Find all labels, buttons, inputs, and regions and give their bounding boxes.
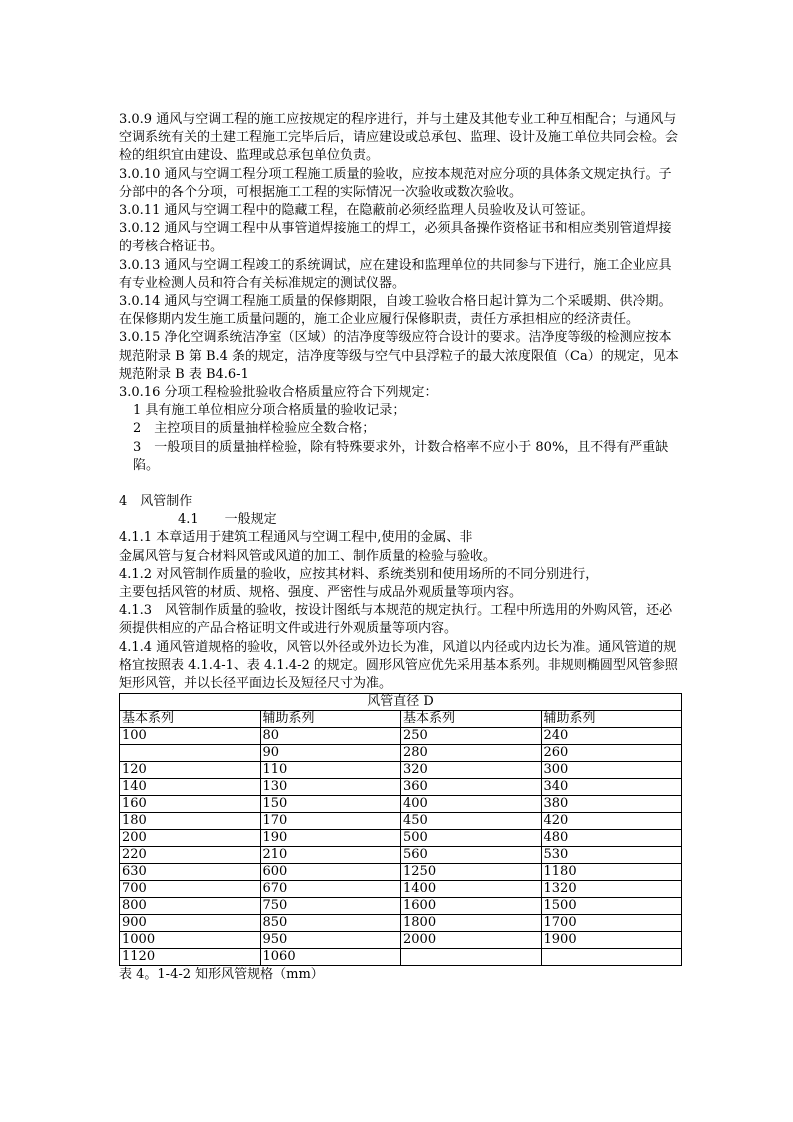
- table-cell: [120, 745, 261, 762]
- table-row: [120, 932, 682, 949]
- table-cell: 450: [401, 813, 542, 830]
- table-cell: 1600: [401, 898, 542, 915]
- column-header: 基本系列: [401, 711, 542, 728]
- table-cell: 280: [401, 745, 542, 762]
- table-cell: 110: [260, 762, 401, 779]
- table-row: [120, 949, 682, 966]
- table-row: [120, 762, 682, 779]
- table-row: [120, 796, 682, 813]
- section-paragraph: 4.1.3 风管制作质量的验收，按设计图纸与本规范的规定执行。工程中所选用的外购风管，还必须提供相应的产品合格证明文件或进行外观质量等项内容。: [119, 603, 673, 637]
- table-cell: 120: [120, 762, 261, 779]
- table-cell: 1000: [120, 932, 261, 949]
- table-row: [120, 745, 682, 762]
- table-cell: 200: [120, 830, 261, 847]
- clause-paragraph: 3.0.10 通风与空调工程分项工程施工质量的验收，应按本规范对应分项的具体条文规定执行。子分部中的各个分项，可根据施工工程的实际情况一次验收或数次验收。: [119, 166, 672, 200]
- table-cell: 90: [260, 745, 401, 762]
- table-cell: 480: [541, 830, 682, 847]
- table-cell: 140: [120, 779, 261, 796]
- table-row: [120, 813, 682, 830]
- clause-paragraph: 3.0.9 通风与空调工程的施工应按规定的程序进行，并与土建及其他专业工种互相配合；与通风与空调系统有关的土建工程施工完毕后后，请应建设或总承包、监理、设计及施工单位共同会检。会检的组织宜由建设、监理或总承包单位负责。: [119, 112, 679, 164]
- table-cell: 80: [260, 728, 401, 745]
- section-paragraph: 4.1.4 通风管道规格的验收，风管以外径或外边长为准，风道以内径或内边长为准。通风管道的规格宜按照表 4.1.4-1、表 4.1.4-2 的规定。圆形风管应优先采用基本系列。非规则椭圆型风管参照矩形风管，并以长径平面边长及短径尺寸为准。: [119, 639, 678, 692]
- clause-paragraphs: [119, 111, 679, 402]
- table-cell: 670: [260, 881, 401, 898]
- table-cell: 1320: [541, 881, 682, 898]
- table-title-row: [120, 694, 682, 711]
- column-header: 基本系列: [120, 711, 261, 728]
- table-row: [120, 779, 682, 796]
- table-cell: 1800: [401, 915, 542, 932]
- table-cell: 1900: [541, 932, 682, 949]
- table-cell: 560: [401, 847, 542, 864]
- section-paragraphs: [119, 529, 679, 693]
- table-cell: 380: [541, 796, 682, 813]
- clause-paragraph: 3.0.14 通风与空调工程施工质量的保修期限，自竣工验收合格日起计算为二个采暖期、供冷期。在保修期内发生施工质量问题的，施工企业应履行保修职责，责任方承担相应的经济责任。: [119, 294, 672, 328]
- table-cell: 300: [541, 762, 682, 779]
- table-cell: 240: [541, 728, 682, 745]
- table-cell: [401, 949, 542, 966]
- table-cell: 800: [120, 898, 261, 915]
- column-header: 辅助系列: [260, 711, 401, 728]
- requirement-list: [119, 402, 679, 475]
- table-cell: 320: [401, 762, 542, 779]
- table-cell: 1700: [541, 915, 682, 932]
- table-cell: 170: [260, 813, 401, 830]
- table-cell: 850: [260, 915, 401, 932]
- table-cell: 900: [120, 915, 261, 932]
- section-paragraph: 主要包括风管的材质、规格、强度、严密性与成品外观质量等项内容。: [119, 585, 523, 601]
- table-cell: 1120: [120, 949, 261, 966]
- spacer: [119, 475, 679, 493]
- table-header-row: [120, 711, 682, 728]
- table-row: [120, 915, 682, 932]
- table-cell: 750: [260, 898, 401, 915]
- subsection-title: 4.1 一般规定: [178, 512, 277, 528]
- clause-paragraph: 3.0.16 分项工程检验批验收合格质量应符合下列规定：: [119, 385, 438, 401]
- table-caption: 表 4。1-4-2 知形风管规格（mm）: [119, 967, 324, 983]
- table-cell: 220: [120, 847, 261, 864]
- table-cell: 400: [401, 796, 542, 813]
- table-cell: 1060: [260, 949, 401, 966]
- column-header: 辅助系列: [541, 711, 682, 728]
- table-row: [120, 728, 682, 745]
- list-item: 1 具有施工单位相应分项合格质量的验收记录；: [133, 403, 406, 419]
- duct-diameter-table: [119, 693, 682, 966]
- document-body: [119, 111, 679, 985]
- table-cell: 190: [260, 830, 401, 847]
- table-cell: 1500: [541, 898, 682, 915]
- table-row: [120, 881, 682, 898]
- clause-paragraph: 3.0.13 通风与空调工程竣工的系统调试，应在建设和监理单位的共同参与下进行，施工企业应具有专业检测人员和符合有关标准规定的测试仪器。: [119, 257, 672, 291]
- table-row: [120, 864, 682, 881]
- table-cell: 420: [541, 813, 682, 830]
- table-cell: 160: [120, 796, 261, 813]
- table-cell: 1400: [401, 881, 542, 898]
- table-cell: 150: [260, 796, 401, 813]
- table-cell: 250: [401, 728, 542, 745]
- section-paragraph: 4.1.1 本章适用于建筑工程通风与空调工程中,使用的金属、非: [119, 530, 473, 546]
- table-cell: 180: [120, 813, 261, 830]
- table-cell: 360: [401, 779, 542, 796]
- clause-paragraph: 3.0.15 净化空调系统洁净室（区域）的洁净度等级应符合设计的要求。洁净度等级的检测应按本规范附录 B 第 B.4 条的规定，洁净度等级与空气中县浮粒子的最大浓度限值（Ca）的规定，见本规范附录 B 表 B4.6-1: [119, 330, 679, 382]
- table-cell: 530: [541, 847, 682, 864]
- table-cell: 1180: [541, 864, 682, 881]
- table-cell: 950: [260, 932, 401, 949]
- clause-paragraph: 3.0.11 通风与空调工程中的隐藏工程，在隐蔽前必须经监理人员验收及认可签证。: [119, 203, 594, 219]
- table-cell: 600: [260, 864, 401, 881]
- table-cell: 700: [120, 881, 261, 898]
- table-row: [120, 898, 682, 915]
- clause-paragraph: 3.0.12 通风与空调工程中从事管道焊接施工的焊工，必须具备操作资格证书和相应类别管道焊接的考核合格证书。: [119, 221, 672, 255]
- section-paragraph: 4.1.2 对风管制作质量的验收，应按其材料、系统类别和使用场所的不同分别进行，: [119, 566, 599, 582]
- table-row: [120, 830, 682, 847]
- table-row: [120, 847, 682, 864]
- table-cell: 130: [260, 779, 401, 796]
- section-paragraph: 金属风管与复合材料风管或风道的加工、制作质量的检验与验收。: [119, 548, 497, 564]
- table-cell: 500: [401, 830, 542, 847]
- table-cell: 260: [541, 745, 682, 762]
- table-cell: 210: [260, 847, 401, 864]
- table-cell: 340: [541, 779, 682, 796]
- table-cell: 630: [120, 864, 261, 881]
- table-cell: 2000: [401, 932, 542, 949]
- list-item: 2 主控项目的质量抽样检验应全数合格；: [133, 421, 376, 437]
- section-title: 4 风管制作: [119, 494, 193, 510]
- table-cell: 100: [120, 728, 261, 745]
- table-title: 风管直径 D: [120, 694, 682, 711]
- table-cell: 1250: [401, 864, 542, 881]
- table-cell: [541, 949, 682, 966]
- list-item: 3 一般项目的质量抽样检验，除有特殊要求外，计数合格率不应小于 80%，且不得有严重缺陷。: [133, 439, 669, 473]
